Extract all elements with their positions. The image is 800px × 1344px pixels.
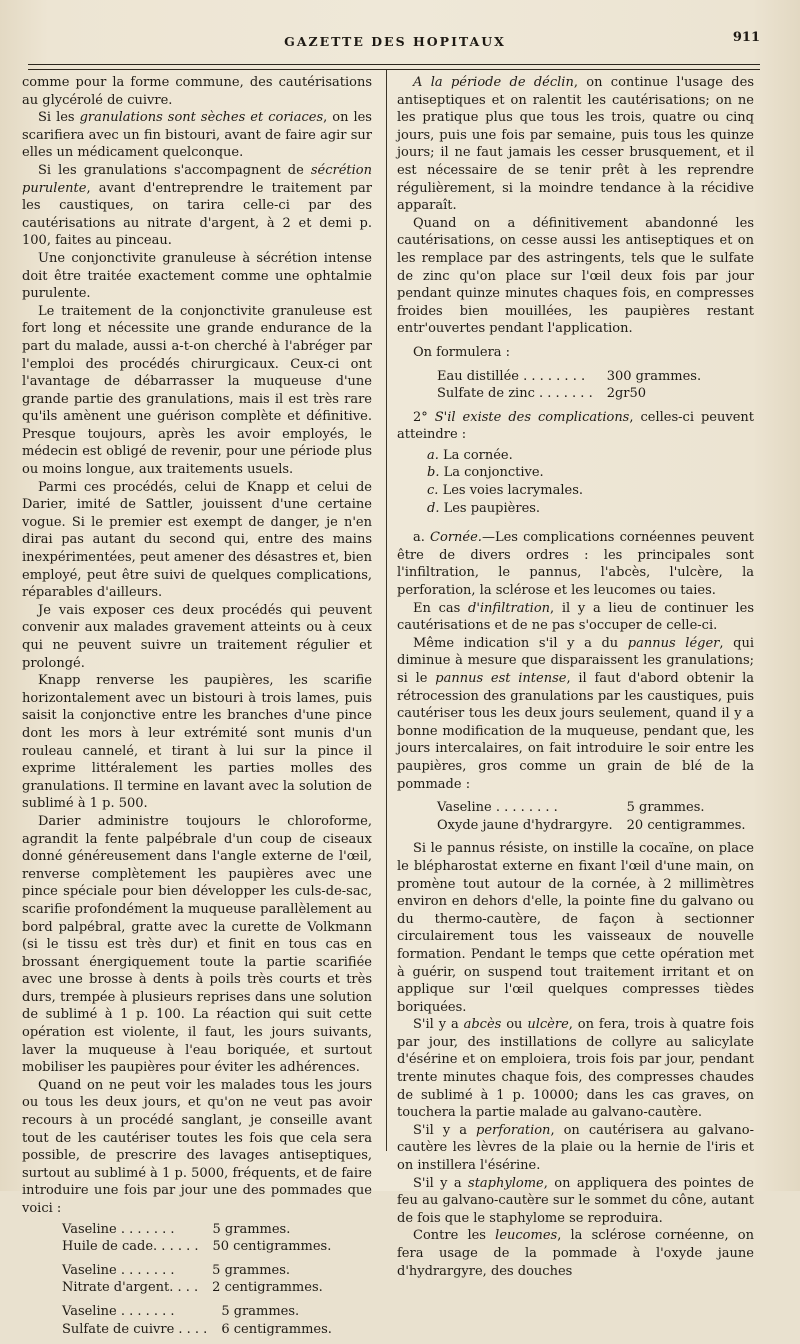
paragraph: Quand on ne peut voir les malades tous les jours ou tous les deux jours, et qu'on ne veut pas avoir recours à un procédé sanglant, je conseille avant tout de les cautériser toutes les fois que cela sera possible, de prescrire des lavages antiseptiques, surtout au sublimé à 1 p. 5000, fréquents, et de faire introduire une fois par jour une des pommades que voici :: [22, 1077, 372, 1216]
paragraph: Si le pannus résiste, on instille la cocaïne, on place le blépharostat externe en fixant l'œil d'une main, on promène tout autour de la cornée, à 2 millimètres environ en dehors d'elle, la pointe fine du galvano ou du thermo-cautère, de façon à sectionner circulairement tous les vaisseaux de nouvelle formation. Pendant le temps que cette opération met à guérir, on suspend tout traitement irritant et on applique sur l'œil quelques compresses tièdes boriquées.: [397, 841, 754, 1015]
formula: [62, 1221, 372, 1256]
formula-quantity: 6 centigrammes.: [221, 1321, 332, 1337]
page-number: 911: [732, 30, 760, 45]
paragraph: comme pour la forme commune, des cautérisations au glycérolé de cuivre.: [22, 75, 372, 108]
page-header: [30, 30, 760, 54]
list-item: d. Les paupières.: [427, 500, 541, 516]
paragraph: On formulera :: [413, 344, 511, 360]
formula: [62, 1262, 372, 1297]
paragraph: Parmi ces procédés, celui de Knapp et celui de Darier, imité de Sattler, jouissent d'une certaine vogue. Si le premier est exempt de danger, je n'en dirai pas autant du second qui, entre des mains inexpérimentées, peut amener des désastres et, bien employé, peut être suivi de quelques complications, réparables d'ailleurs.: [22, 479, 372, 601]
formula-ingredient: Nitrate d'argent. . . .: [62, 1280, 199, 1296]
formula: [62, 1303, 372, 1338]
list-item: c. Les voies lacrymales.: [427, 483, 583, 499]
list-item: a. La cornée.: [427, 447, 513, 463]
formula: [437, 368, 754, 403]
formula-ingredient: Vaseline . . . . . . .: [62, 1262, 175, 1278]
paragraph: Contre les leucomes, la sclérose cornéenne, on fera usage de la pommade à l'oxyde jaune d'hydrargyre, des douches: [397, 1228, 754, 1279]
list-item: b. La conjonctive.: [427, 465, 544, 481]
paragraph: Si les granulations s'accompagnent de sécrétion purulente, avant d'entreprendre le traitement par les caustiques, on tarira celle-ci par des cautérisations au nitrate d'argent, à 2 et demi p. 100, faites au pinceau.: [22, 162, 372, 249]
running-title: GAZETTE DES HOPITAUX: [284, 34, 506, 49]
formula-quantity: 50 centigrammes.: [212, 1239, 332, 1255]
left-column: [22, 74, 372, 1344]
paragraph: Quand on a définitivement abandonné les cautérisations, on cesse aussi les antiseptiques et on les remplace par des astringents, tels que le sulfate de zinc qu'on place sur l'œil deux fois par jour pendant quinze minutes chaques fois, en compresses froides bien mouillées, les paupières restant entr'ouvertes pendant l'application.: [397, 215, 754, 337]
complications-list: [427, 447, 754, 517]
paragraph: A la période de déclin, on continue l'usage des antiseptiques et on ralentit les cautérisations; on ne les pratique plus que tous les trois, quatre ou cinq jours, puis une fois par semaine, puis tous les quinze jours; il ne faut jamais les cesser brusquement, et il est nécessaire de se tenir prêt à les reprendre régulièrement, si la moindre tendance à la récidive apparaît.: [397, 75, 754, 214]
formula-quantity: 5 grammes.: [212, 1262, 291, 1278]
formula-ingredient: Vaseline . . . . . . . .: [437, 800, 558, 816]
formula-ingredient: Sulfate de zinc . . . . . . .: [437, 386, 593, 402]
paragraph: S'il y a staphylome, on appliquera des pointes de feu au galvano-cautère sur le sommet du cône, autant de fois que le staphylome se reproduira.: [397, 1175, 754, 1226]
paragraph: a. Cornée.—Les complications cornéennes peuvent être de divers ordres : les principales sont l'infiltration, le pannus, l'abcès, l'ulcère, la perforation, la sclérose et les leucomes ou taies.: [397, 530, 754, 599]
right-column: [397, 74, 754, 1280]
paragraph: Je vais exposer ces deux procédés qui peuvent convenir aux malades gravement atteints ou à ceux qui ne peuvent suivre un traitement régulier et prolongé.: [22, 602, 372, 671]
paragraph: 2° S'il existe des complications, celles-ci peuvent atteindre :: [397, 409, 754, 443]
header-rule: [28, 64, 760, 65]
paragraph: S'il y a perforation, on cautérisera au galvano-cautère les lèvres de la plaie ou la hernie de l'iris et on instillera l'ésérine.: [397, 1122, 754, 1174]
formula-ingredient: Sulfate de cuivre . . . .: [62, 1321, 208, 1337]
header-rule-thin: [28, 69, 760, 70]
formula-ingredient: Huile de cade. . . . . .: [62, 1239, 199, 1255]
paragraph: Si les granulations sont sèches et coriaces, on les scarifiera avec un fin bistouri, avant de faire agir sur elles un médicament quelconque.: [22, 110, 372, 161]
column-divider: [386, 70, 387, 1151]
paragraph: Darier administre toujours le chloroforme, agrandit la fente palpébrale d'un coup de ciseaux donné généreusement dans l'angle externe de l'œil, renverse complètement les paupières avec une pince spéciale pour bien développer les culs-de-sac, scarifie profondément la muqueuse parallèlement au bord palpébral, gratte avec la curette de Volkmann (si le tissu est très dur) et finit en tous cas en brossant énergiquement toute la partie scarifiée avec une brosse à dents à poils très courts et très durs, trempée à plusieurs reprises dans une solution de sublimé à 1 p. 100. La réaction qui suit cette opération est violente, il faut, les jours suivants, laver la muqueuse à l'eau boriquée, et surtout mobiliser les paupières pour éviter les adhérences.: [22, 813, 372, 1076]
formula-ingredient: Oxyde jaune d'hydrargyre.: [437, 817, 613, 833]
formula-ingredient: Eau distillée . . . . . . . .: [437, 368, 586, 384]
formula-quantity: 300 grammes.: [606, 368, 702, 384]
formula-quantity: 2gr50: [606, 386, 647, 402]
formula-quantity: 5 grammes.: [212, 1221, 291, 1237]
formula-ingredient: Vaseline . . . . . . .: [62, 1221, 175, 1237]
formula-quantity: 2 centigrammes.: [212, 1280, 323, 1296]
formula-quantity: 5 grammes.: [626, 800, 705, 816]
paragraph: En cas d'infiltration, il y a lieu de continuer les cautérisations et de ne pas s'occuper de celle-ci.: [397, 600, 754, 634]
formula: [437, 799, 754, 834]
paragraph: S'il y a abcès ou ulcère, on fera, trois à quatre fois par jour, des instillations de collyre au salicylate d'ésérine et on emploiera, trois fois par jour, pendant trente minutes chaque fois, des compresses chaudes de sublimé à 1 p. 10000; dans les cas graves, on touchera la partie malade au galvano-cautère.: [397, 1017, 755, 1121]
formula-quantity: 5 grammes.: [221, 1303, 300, 1319]
formula-quantity: 20 centigrammes.: [626, 817, 746, 833]
paragraph: Le traitement de la conjonctivite granuleuse est fort long et nécessite une grande endurance de la part du malade, aussi a-t-on cherché à l'abréger par l'emploi des procédés chirurgicaux. Ceux-ci ont l'avantage de débarrasser la muqueuse d'une grande partie des granulations, mais il est très rare qu'ils amènent une guérison complète et définitive. Presque toujours, après les avoir employés, le médecin est obligé de revenir, pour une période plus ou moins longue, aux traitements usuels.: [22, 303, 372, 478]
paragraph: Une conjonctivite granuleuse à sécrétion intense doit être traitée exactement comme une ophtalmie purulente.: [22, 250, 372, 302]
paragraph: Knapp renverse les paupières, les scarifie horizontalement avec un bistouri à trois lames, puis saisit la conjonctive entre les branches d'une pince dont les mors à leur extrémité sont munis d'un rouleau cannelé, et tirant à lui sur la pince il exprime littéralement les parties molles des granulations. Il termine en lavant avec la solution de sublimé à 1 p. 500.: [22, 673, 372, 812]
paragraph: Même indication s'il y a du pannus léger, qui diminue à mesure que disparaissent les granulations; si le pannus est intense, il faut d'abord obtenir la rétrocession des granulations par les caustiques, puis cautériser tous les deux jours seulement, quand il y a bonne modification de la muqueuse, pendant que, les jours intercalaires, on fait introduire le soir entre les paupières, gros comme un grain de blé de la pommade :: [397, 635, 754, 792]
formula-ingredient: Vaseline . . . . . . .: [62, 1303, 175, 1319]
